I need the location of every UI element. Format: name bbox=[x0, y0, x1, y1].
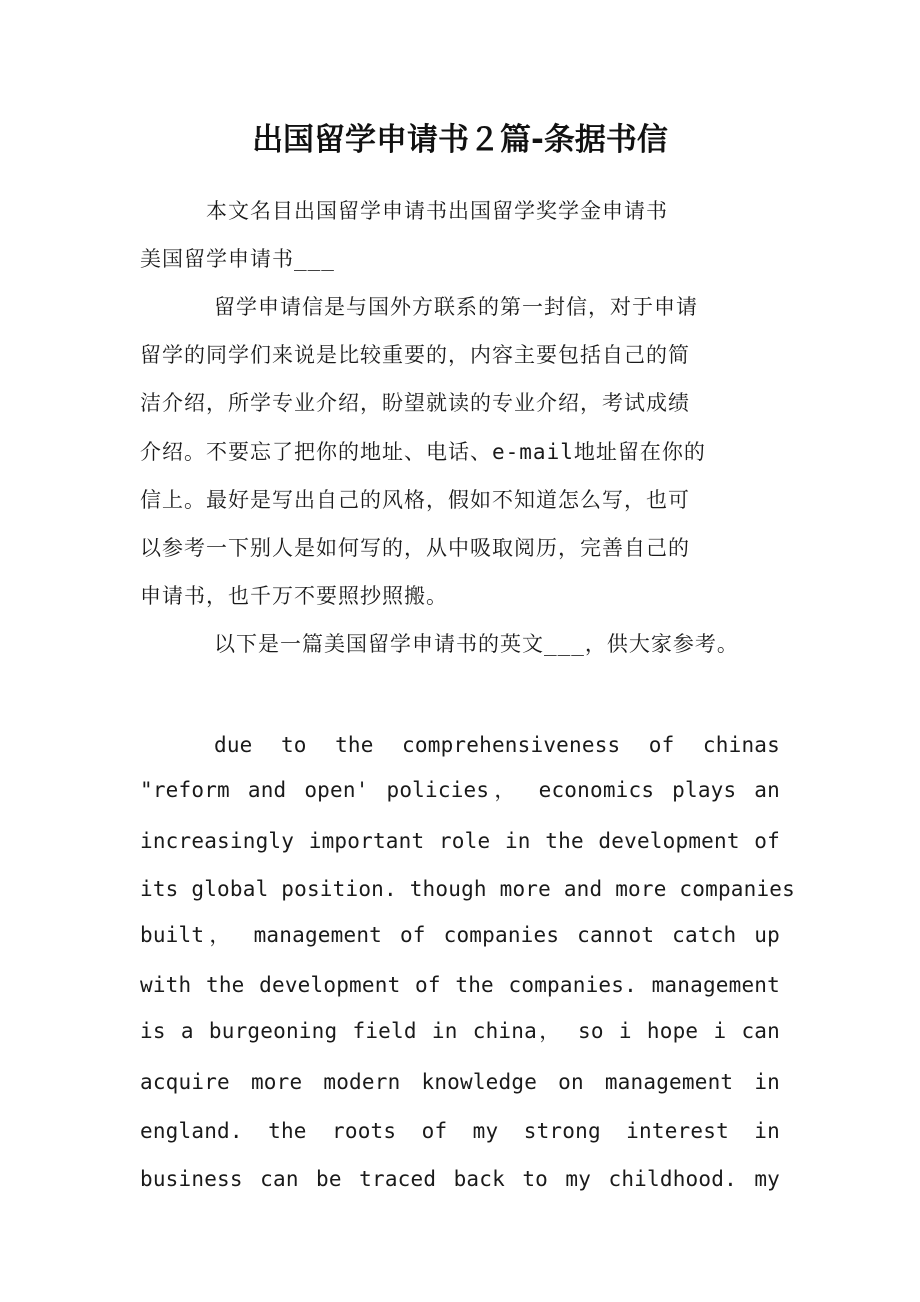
english-line-6: with the development of the companies. management bbox=[140, 973, 780, 997]
english-line-3: increasingly important role in the development of bbox=[140, 829, 780, 853]
paragraph-line-8: 以下是一篇美国留学申请书的英文___，供大家参考。 bbox=[214, 632, 739, 656]
paragraph-line-6: 以参考一下别人是如何写的，从中吸取阅历，完善自己的 bbox=[140, 536, 690, 560]
english-line-4: its global position. though more and more companies bbox=[140, 877, 795, 901]
paragraph-line-2: 留学的同学们来说是比较重要的，内容主要包括自己的简 bbox=[140, 343, 690, 367]
paragraph-line-7: 申请书，也千万不要照抄照搬。 bbox=[140, 584, 448, 608]
english-line-1: due to the comprehensiveness of chinas bbox=[214, 733, 780, 757]
english-line-5: built， management of companies cannot catch up bbox=[140, 923, 780, 947]
intro-line-2: 美国留学申请书___ bbox=[140, 247, 335, 271]
paragraph-line-4: 介绍。不要忘了把你的地址、电话、e-mail地址留在你的 bbox=[140, 440, 706, 464]
english-line-10: business can be traced back to my childhood. my bbox=[140, 1167, 780, 1191]
paragraph-line-5: 信上。最好是写出自己的风格，假如不知道怎么写，也可 bbox=[140, 488, 690, 512]
english-line-9: england. the roots of my strong interest in bbox=[140, 1119, 780, 1143]
paragraph-line-3: 洁介绍，所学专业介绍，盼望就读的专业介绍，考试成绩 bbox=[140, 391, 690, 415]
english-line-2: "reform and open' policies， economics plays an bbox=[140, 778, 780, 802]
english-line-7: is a burgeoning field in china， so i hope i can bbox=[140, 1019, 780, 1043]
english-line-8: acquire more modern knowledge on management in bbox=[140, 1070, 780, 1094]
paragraph-line-1: 留学申请信是与国外方联系的第一封信，对于申请 bbox=[214, 295, 698, 319]
document-title: 出国留学申请书２篇-条据书信 bbox=[252, 122, 668, 158]
intro-line-1: 本文名目出国留学申请书出国留学奖学金申请书 bbox=[206, 199, 668, 223]
